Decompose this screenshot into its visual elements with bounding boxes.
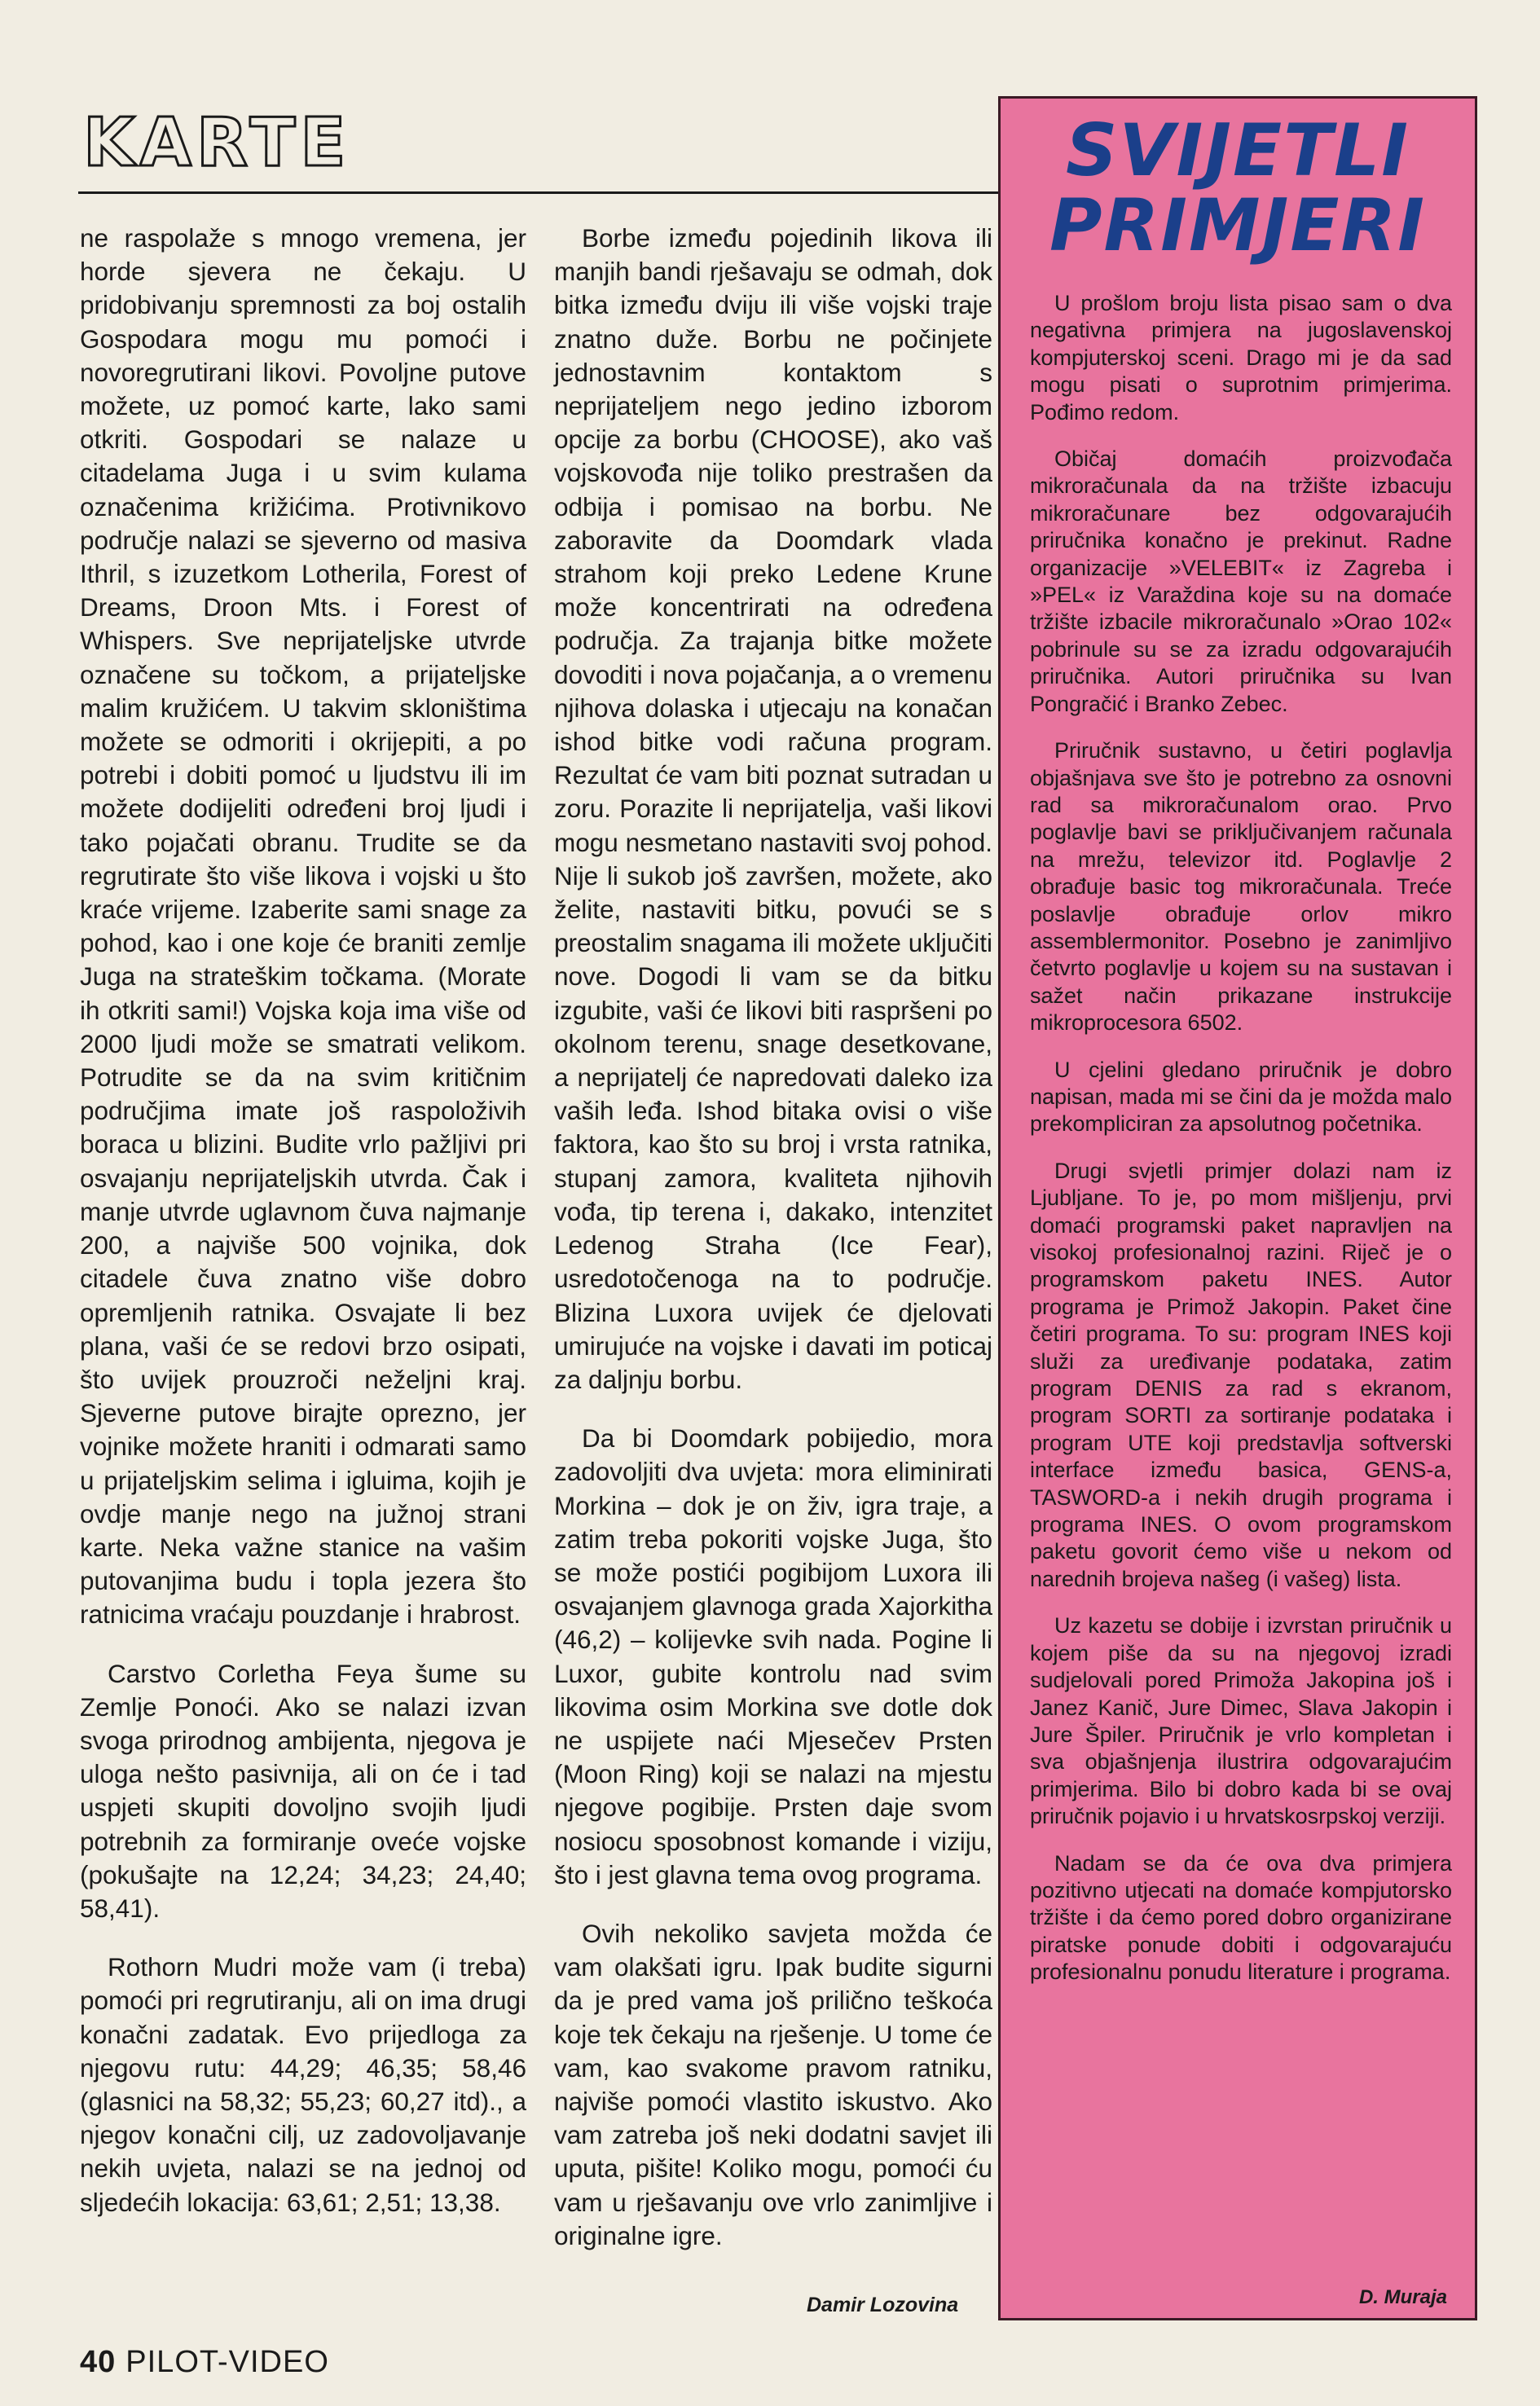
sidebar-paragraph-6: Uz kazetu se dobije i izvrstan priručnik u kojem piše da su na njegovoj izradi sudjelovali pored Primoža Jakopina još i Janez Kanič, Jure Dimec, Slava Jakopin i Jure Špiler. Priručnik je vrlo kompletan i sva objašnjenja ilustrira odgovarajućim primjerima. Bilo bi dobro kada bi se ovaj priručnik pojavio i u hrvatskosrpskoj verziji. (1030, 1613, 1452, 1829)
section-title: KARTE (83, 104, 351, 182)
title-rule (78, 191, 1001, 194)
sidebar-paragraph-2: Običaj domaćih proizvođača mikroračunala da na tržište izbacuju mikroračunare bez odgovarajućih priručnika konačno je prekinut. Radne organizacije »VELEBIT« iz Zagreba i »PEL« iz Varaždina koje su na domaće tržište izbacile mikroračunalo »Orao 102« pobrinule su se za izradu odgovarajućih priručnika. Autori priručnika su Ivan Pongračić i Branko Zebec. (1030, 446, 1452, 716)
article-author: Damir Lozovina (807, 2294, 959, 2316)
middle-paragraph-1: Borbe između pojedinih likova ili manjih bandi rješavaju se odmah, dok bitka između dviju ili više vojski traje znatno duže. Borbu ne počinjete jednostavnim kontaktom s neprijateljem nego jedino izborom opcije za borbu (CHOOSE), ako vaš vojskovođa nije toliko prestrašen da odbija i pomisao na borbu. Ne zaboravite da Doomdark vlada strahom koji preko Ledene Krune može koncentrirati na određena područja. Za trajanja bitke možete dovoditi i nova pojačanja, a o vremenu njihova dolaska i utjecaju na konačan ishod bitke vodi računa program. Rezultat će vam biti poznat sutradan u zoru. Porazite li neprijatelja, vaši likovi mogu nesmetano nastaviti svoj pohod. Nije li sukob još završen, možete, ako želite, nastaviti bitku, povući se s preostalim snagama ili možete uključiti nove. Dogodi li vam se da bitku izgubite, vaši će likovi biti raspršeni po okolnom terenu, snage desetkovane, a neprijatelj će napredovati daleko iza vaših leđa. Ishod bitaka ovisi o više faktora, kao što su broj i vrsta ratnika, stupanj zamora, kvaliteta njihovih vođa, tip terena i, dakako, intenzitet Ledenog Straha (Ice Fear), usredotočenoga na to područje. Blizina Luxora uvijek će djelovati umirujuće na vojske i davati im poticaj za daljnju borbu. (554, 223, 992, 1394)
sidebar-box (998, 96, 1477, 2320)
middle-paragraph-3: Ovih nekoliko savjeta možda će vam olakšati igru. Ipak budite sigurni da je pred vama još prilično teškoća koje tek čekaju na rješenje. U tome će vam, kao svakome pravom ratniku, najviše pomoći vlastito iskustvo. Ako vam zatreba još neki dodatni savjet ili uputa, pišite! Koliko mogu, pomoći ću vam u rješavanju ove vrlo zanimljive i originalne igre. (554, 1918, 992, 2250)
sidebar-paragraph-5: Drugi svjetli primjer dolazi nam iz Ljubljane. To je, po mom mišljenju, prvi domaći programski paket napravljen na visokoj profesionalnoj razini. Riječ je o programskom paketu INES. Autor programa je Primož Jakopin. Paket čine četiri programa. To su: program INES koji služi za uređivanje podataka, zatim program DENIS za rad s ekranom, program SORTI za sortiranje podataka i program UTE koji predstavlja softverski interface između basica, GENS-a, TASWORD-a i nekih drugih programa i programa INES. O ovom programskom paketu govorit ćemo više u nekom od narednih brojeva našeg (i vašeg) lista. (1030, 1158, 1452, 1591)
magazine-name: PILOT-VIDEO (125, 2345, 329, 2379)
middle-paragraph-2: Da bi Doomdark pobijedio, mora zadovoljiti dva uvjeta: mora eliminirati Morkina – dok je on živ, igra traje, a zatim treba pokoriti vojske Juga, što se može postići pogibijom Luxora ili osvajanjem glavnoga grada Xajorkitha (46,2) – kolijevke svih nada. Pogine li Luxor, gubite kontrolu nad svim likovima osim Morkina sve dotle dok ne uspijete naći Mjesečev Prsten (Moon Ring) koji se nalazi na mjestu njegove pogibije. Prsten daje svom nosiocu sposobnost komande i viziju, što i jest glavna tema ovog programa. (554, 1423, 992, 1889)
left-paragraph-3: Rothorn Mudri može vam (i treba) pomoći pri regrutiranju, ali on ima drugi konačni zadatak. Evo prijedloga za njegovu rutu: 44,29; 46,35; 58,46 (glasnici na 58,32; 55,23; 60,27 itd)., a njegov konačni cilj, uz zadovoljavanje nekih uvjeta, nalazi se na jednoj od sljedećih lokacija: 63,61; 2,51; 13,38. (80, 1952, 526, 2217)
sidebar-title (1001, 108, 1475, 267)
left-column (80, 222, 526, 2245)
page-number: 40 (80, 2345, 117, 2379)
sidebar-title-line2: PRIMJERI (1049, 183, 1426, 267)
left-paragraph-2: Carstvo Corletha Feya šume su Zemlje Ponoći. Ako se nalazi izvan svoga prirodnog ambijenta, njegova je uloga nešto pasivnija, ali on će i tad uspjeti skupiti dovoljno svojih ljudi potrebnih za formiranje oveće vojske (pokušajte na 12,24; 34,23; 24,40; 58,41). (80, 1658, 526, 1923)
sidebar-paragraph-4: U cjelini gledano priručnik je dobro napisan, mada mi se čini da je možda malo prekompliciran za apsolutnog početnika. (1030, 1057, 1452, 1137)
sidebar-paragraph-1: U prošlom broju lista pisao sam o dva negativna primjera na jugoslavenskoj kompjuterskoj sceni. Drago mi je da sad mogu pisati o suprotnim primjerima. Pođimo redom. (1030, 291, 1452, 424)
left-paragraph-1: ne raspolaže s mnogo vremena, jer horde sjevera ne čekaju. U pridobivanju spremnosti za boj ostalih Gospodara mogu mu pomoći i novoregrutirani likovi. Povoljne putove možete, uz pomoć karte, lako sami otkriti. Gospodari se nalaze u citadelama Juga i u svim kulama označenima križićima. Protivnikovo područje nalazi se sjeverno od masiva Ithril, s izuzetkom Lotherila, Forest of Dreams, Droon Mts. i Forest of Whispers. Sve neprijateljske utvrde označene su točkom, a prijateljske malim kružićem. U takvim skloništima možete se odmoriti i okrijepiti, a po potrebi i dobiti pomoć u ljudstvu ili im možete dodijeliti određeni broj ljudi i tako pojačati obranu. Trudite se da regrutirate što više likova i vojski u što kraće vrijeme. Izaberite sami snage za pohod, kao i one koje će braniti zemlje Juga na strateškim točkama. (Morate ih otkriti sami!) Vojska koja ima više od 2000 ljudi može se smatrati velikom. Potrudite se da na svim kritičnim područjima imate još raspoloživih boraca u blizini. Budite vrlo pažljivi pri osvajanju neprijateljskih utvrda. Čak i manje utvrde uglavnom čuva najmanje 200, a najviše 500 vojnika, dok citadele čuva znatno više dobro opremljenih ratnika. Osvajate li bez plana, vaši će se redovi brzo osipati, što uvijek prouzroči neželjni kraj. Sjeverne putove birajte oprezno, jer vojnike možete hraniti i odmarati samo u prijateljskim selima i igluima, kojih je ovdje manje nego na južnoj strani karte. Neka važne stanice na vašim putovanjima budu i topla jezera što ratnicima vraćaju pouzdanje i hrabrost. (80, 223, 526, 1630)
page-footer (80, 2345, 329, 2380)
sidebar-title-line1: SVIJETLI (1066, 108, 1410, 192)
sidebar-signature: D. Muraja (1358, 2286, 1447, 2308)
sidebar-body (1030, 290, 1452, 2006)
middle-column (554, 222, 992, 2278)
sidebar-paragraph-3: Priručnik sustavno, u četiri poglavlja objašnjava sve što je potrebno za osnovni rad sa mikroračunalom orao. Prvo poglavlje bavi se priključivanjem računala na mrežu, televizor itd. Poglavlje 2 obrađuje basic tog mikroračunala. Treće poslavlje obrađuje orlov mikro assemblermonitor. Posebno je zanimljivo četvrto poglavlje u kojem su na sustavan i sažet način prikazane instrukcije mikroprocesora 6502. (1030, 738, 1452, 1036)
sidebar-paragraph-7: Nadam se da će ova dva primjera pozitivno utjecati na domaće kompjutorsko tržište i da ćemo pored dobro organizirane piratske ponude dobiti i odgovarajuću profesionalnu ponudu literature i programa. (1030, 1850, 1452, 1985)
